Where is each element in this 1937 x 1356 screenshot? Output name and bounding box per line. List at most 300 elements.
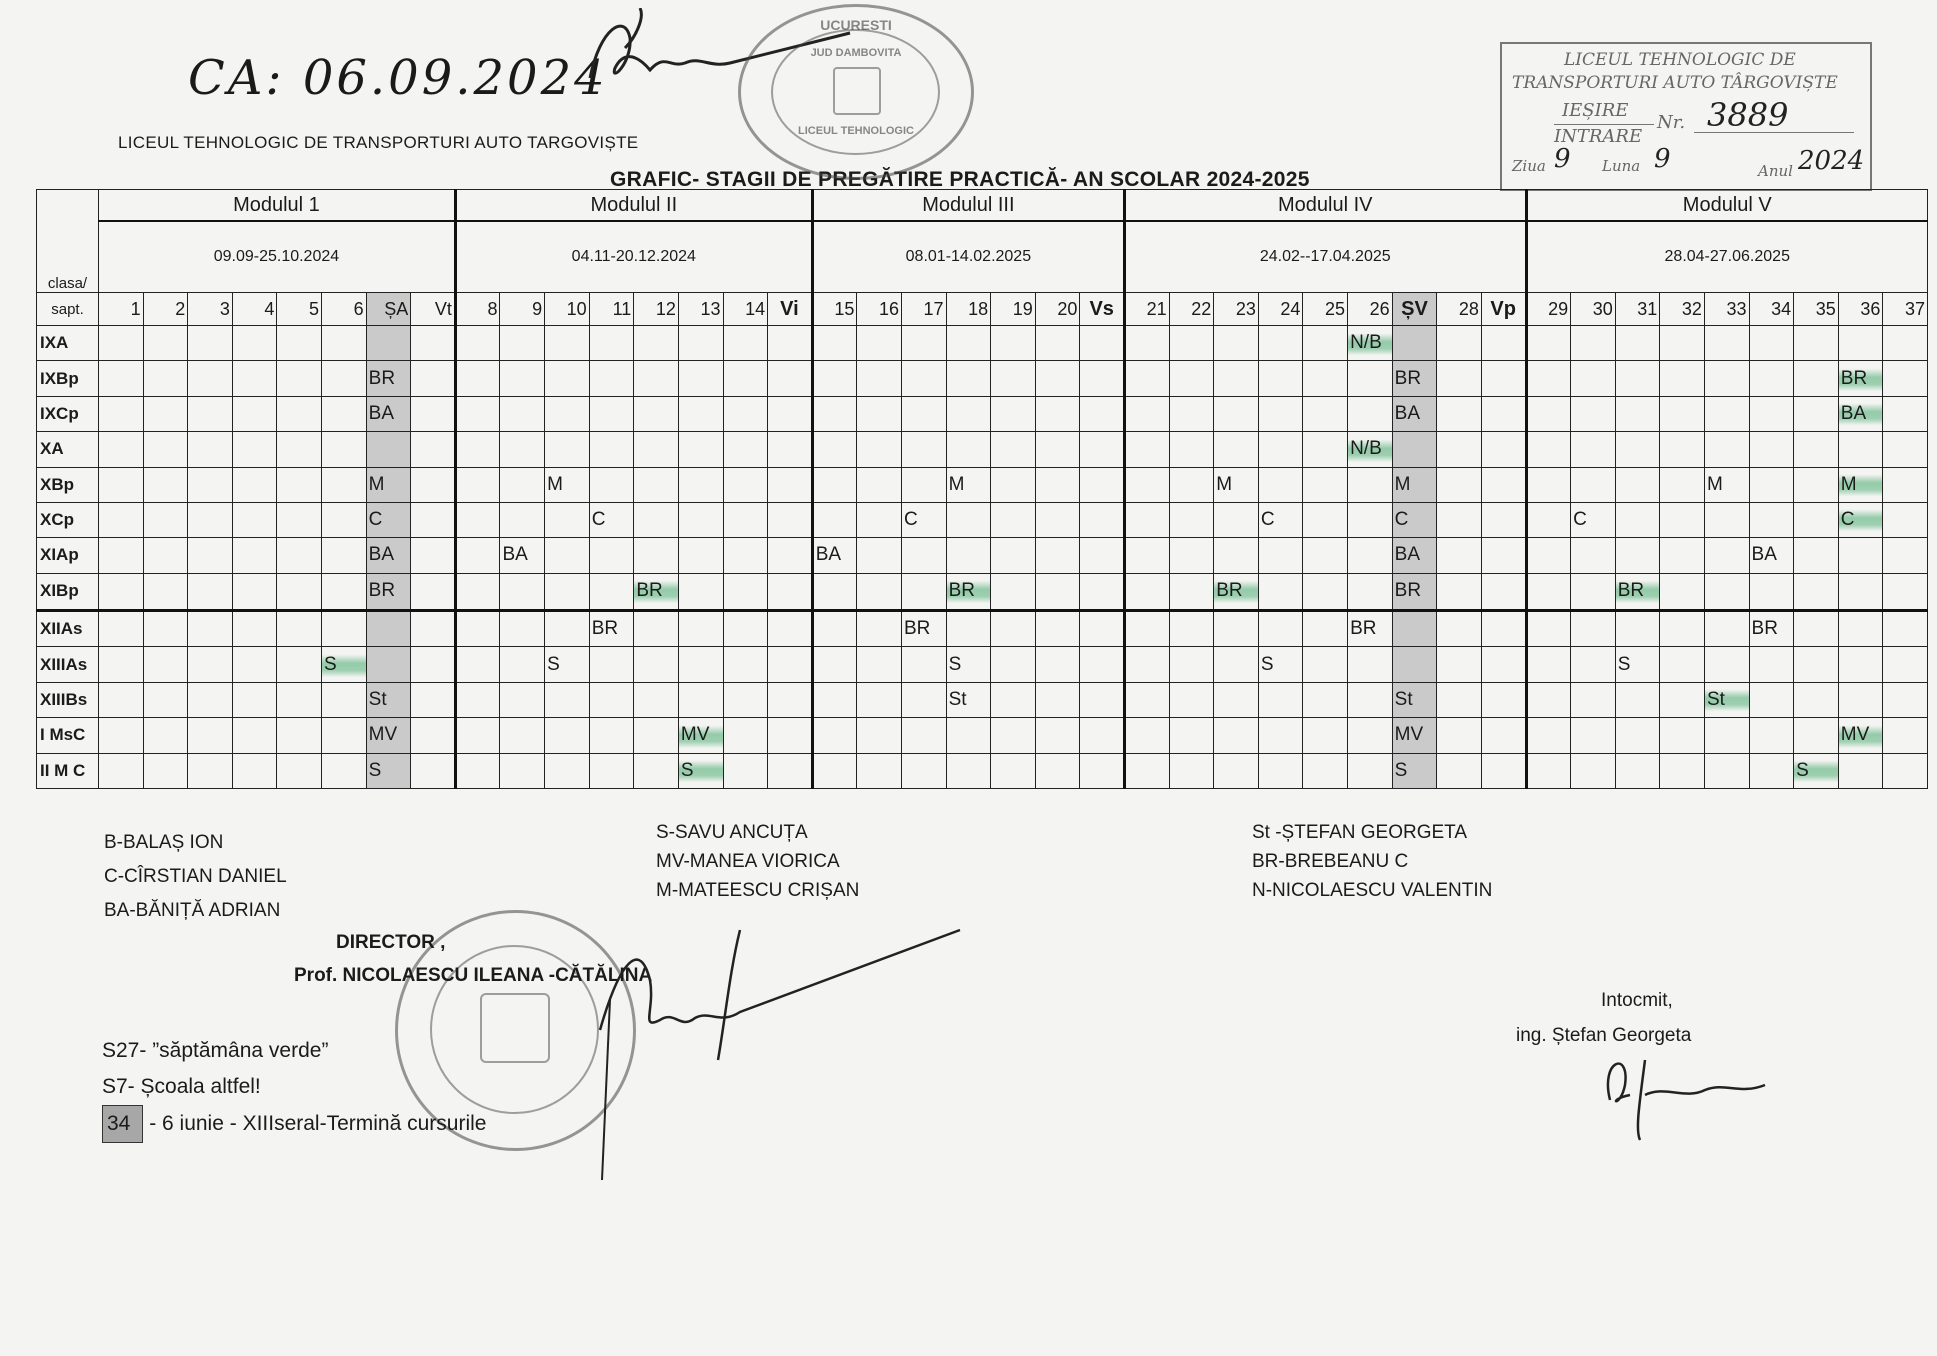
schedule-cell [589,432,634,467]
schedule-cell [99,502,144,537]
schedule-cell [322,502,367,537]
schedule-cell [1571,573,1616,610]
schedule-cell [545,538,590,573]
schedule-cell [500,502,545,537]
signature-director [580,900,980,1190]
class-name: XCp [37,502,99,537]
schedule-cell [678,682,723,717]
reg-anul-label: Anul [1758,162,1793,180]
schedule-cell [1704,647,1749,682]
schedule-cell [1035,326,1080,361]
schedule-cell [1615,467,1660,502]
schedule-cell [1437,361,1482,396]
schedule-cell [1258,610,1303,647]
note-evening-text: - 6 iunie - XIIIseral-Termină cursurile [143,1112,487,1135]
schedule-cell [723,326,768,361]
schedule-cell [1214,502,1259,537]
schedule-cell [812,326,857,361]
schedule-cell [1303,396,1348,431]
legend-item: BR-BREBEANU C [1252,851,1409,872]
schedule-cell [1437,326,1482,361]
schedule-cell [322,361,367,396]
schedule-cell [1481,682,1526,717]
schedule-cell [277,467,322,502]
schedule-cell [232,753,277,788]
schedule-cell [1526,538,1571,573]
legend-item: B-BALAȘ ION [104,832,224,853]
schedule-cell [232,326,277,361]
schedule-cell [991,538,1036,573]
schedule-cell [723,573,768,610]
schedule-cell [277,326,322,361]
schedule-cell [1749,647,1794,682]
week-number: 33 [1704,293,1749,326]
week-number: 34 [1749,293,1794,326]
schedule-cell [1035,718,1080,753]
schedule-cell [1571,432,1616,467]
schedule-cell [678,647,723,682]
schedule-cell [901,538,946,573]
schedule-cell [678,467,723,502]
schedule-cell [1660,502,1705,537]
schedule-cell [1258,326,1303,361]
schedule-cell: N/B [1348,326,1393,361]
schedule-cell [1883,326,1928,361]
schedule-cell [723,467,768,502]
schedule-cell [1481,467,1526,502]
week-number: 11 [589,293,634,326]
schedule-cell [545,573,590,610]
schedule-cell [1660,753,1705,788]
schedule-cell [1035,396,1080,431]
schedule-cell: MV [1392,718,1437,753]
schedule-cell [812,682,857,717]
schedule-cell [455,647,500,682]
schedule-cell [1481,538,1526,573]
prepared-name: ing. Ștefan Georgeta [1516,1025,1692,1046]
schedule-cell [143,682,188,717]
week-number: 18 [946,293,991,326]
schedule-cell [1437,610,1482,647]
week-number: 16 [857,293,902,326]
schedule-cell: St [1704,682,1749,717]
schedule-cell [634,502,679,537]
schedule-cell [901,432,946,467]
schedule-cell [1169,682,1214,717]
schedule-cell [411,396,456,431]
schedule-cell [857,647,902,682]
schedule-cell [1392,432,1437,467]
schedule-cell [1169,573,1214,610]
schedule-cell: BR [1214,573,1259,610]
schedule-cell [143,753,188,788]
schedule-cell [1169,502,1214,537]
schedule-cell [1169,326,1214,361]
legend-item: BA-BĂNIȚĂ ADRIAN [104,900,281,921]
schedule-cell [634,396,679,431]
school-name: LICEUL TEHNOLOGIC DE TRANSPORTURI AUTO TARGOVIȘTE [118,133,639,152]
week-number: Vt [411,293,456,326]
schedule-cell: BA [1838,396,1883,431]
schedule-cell: BA [500,538,545,573]
week-number: 20 [1035,293,1080,326]
schedule-cell [455,326,500,361]
schedule-cell [768,610,813,647]
week-number: 3 [188,293,233,326]
schedule-cell [991,647,1036,682]
schedule-cell [1526,682,1571,717]
schedule-cell: M [366,467,411,502]
schedule-cell [500,610,545,647]
schedule-cell [545,753,590,788]
schedule-cell [1080,647,1125,682]
schedule-cell [232,432,277,467]
schedule-cell [1214,682,1259,717]
schedule-cell [322,718,367,753]
week-number: ȘV [1392,293,1437,326]
schedule-cell [723,718,768,753]
schedule-cell [1571,718,1616,753]
schedule-cell [99,753,144,788]
schedule-cell [1838,647,1883,682]
schedule-cell [1258,753,1303,788]
schedule-cell: BA [366,396,411,431]
module-name: Modulul IV [1125,190,1526,222]
schedule-cell [1080,718,1125,753]
schedule-cell [768,467,813,502]
schedule-cell [857,610,902,647]
schedule-cell [901,682,946,717]
schedule-cell [188,502,233,537]
schedule-cell [1615,326,1660,361]
class-name: XIAp [37,538,99,573]
schedule-cell [991,682,1036,717]
table-row [37,753,1928,788]
class-name: I MsC [37,718,99,753]
week-number: 4 [232,293,277,326]
schedule-cell [1883,396,1928,431]
schedule-cell [99,396,144,431]
schedule-cell [634,432,679,467]
schedule-cell [1035,432,1080,467]
schedule-cell [143,467,188,502]
schedule-cell [812,467,857,502]
schedule-cell [1794,573,1839,610]
schedule-cell [1080,432,1125,467]
schedule-cell: S [322,647,367,682]
schedule-cell [455,432,500,467]
week-number: 12 [634,293,679,326]
schedule-cell [768,396,813,431]
schedule-cell [143,502,188,537]
schedule-cell [768,432,813,467]
schedule-cell [99,432,144,467]
schedule-cell [1348,753,1393,788]
schedule-cell [1838,538,1883,573]
schedule-cell [1258,682,1303,717]
legend-item: S-SAVU ANCUȚA [656,822,808,843]
week-number: 9 [500,293,545,326]
schedule-table [36,189,1928,789]
schedule-cell [322,753,367,788]
schedule-cell [1348,467,1393,502]
schedule-cell [768,326,813,361]
schedule-cell [946,502,991,537]
ca-handwritten-note: CA: 06.09.2024 [188,50,608,106]
schedule-cell [500,753,545,788]
schedule-cell [634,467,679,502]
schedule-cell [1794,538,1839,573]
schedule-cell [411,538,456,573]
schedule-cell [411,432,456,467]
schedule-cell [1883,573,1928,610]
schedule-cell [1481,396,1526,431]
schedule-cell [277,682,322,717]
note-green-week: S27- ”săptămâna verde” [102,1039,329,1062]
schedule-cell [723,502,768,537]
schedule-cell [500,573,545,610]
class-name: XA [37,432,99,467]
reg-nr-label: Nr. [1657,112,1686,133]
schedule-cell: BR [589,610,634,647]
schedule-cell [901,361,946,396]
schedule-cell [99,647,144,682]
schedule-cell [1303,682,1348,717]
schedule-cell [1080,502,1125,537]
schedule-cell [322,396,367,431]
schedule-cell [1749,361,1794,396]
schedule-cell: S [1615,647,1660,682]
schedule-cell [1169,753,1214,788]
schedule-cell [589,326,634,361]
week-number: 10 [545,293,590,326]
schedule-cell [232,467,277,502]
schedule-cell [1571,361,1616,396]
schedule-cell [455,361,500,396]
legend-item: N-NICOLAESCU VALENTIN [1252,880,1493,901]
schedule-cell [1035,573,1080,610]
schedule-cell [634,682,679,717]
schedule-cell [277,538,322,573]
schedule-cell: S [1794,753,1839,788]
schedule-cell [277,610,322,647]
schedule-cell [901,647,946,682]
schedule-cell: MV [366,718,411,753]
schedule-cell [946,718,991,753]
reg-line1: LICEUL TEHNOLOGIC DE [1564,50,1796,70]
schedule-cell [589,718,634,753]
schedule-cell [1348,361,1393,396]
schedule-cell [411,502,456,537]
schedule-cell [1080,573,1125,610]
schedule-cell [1794,502,1839,537]
schedule-cell [812,753,857,788]
class-name: IXCp [37,396,99,431]
schedule-cell [188,753,233,788]
schedule-cell [1437,396,1482,431]
schedule-cell [99,718,144,753]
schedule-cell [1125,467,1170,502]
schedule-cell [1348,718,1393,753]
schedule-cell [545,326,590,361]
schedule-cell [589,467,634,502]
schedule-cell [232,610,277,647]
schedule-cell [1080,326,1125,361]
clasa-label: clasa/ [47,275,88,292]
schedule-cell [857,682,902,717]
schedule-cell [1437,682,1482,717]
schedule-cell [143,432,188,467]
schedule-cell [1214,610,1259,647]
schedule-cell [1571,753,1616,788]
schedule-cell [455,610,500,647]
schedule-cell: BR [366,573,411,610]
schedule-cell [768,682,813,717]
schedule-cell [1883,432,1928,467]
schedule-cell [1169,610,1214,647]
schedule-cell [277,573,322,610]
schedule-cell [1883,753,1928,788]
schedule-cell: BR [1348,610,1393,647]
schedule-cell [812,502,857,537]
schedule-cell [232,538,277,573]
schedule-cell [1749,326,1794,361]
schedule-cell: S [1258,647,1303,682]
schedule-cell [143,361,188,396]
schedule-cell [1080,682,1125,717]
schedule-cell [1214,718,1259,753]
document-title: GRAFIC- STAGII DE PREGĂTIRE PRACTICĂ- AN SCOLAR 2024-2025 [610,168,1310,191]
schedule-cell [188,573,233,610]
schedule-cell [1749,573,1794,610]
schedule-cell [411,718,456,753]
schedule-cell: BR [946,573,991,610]
class-name: II M C [37,753,99,788]
schedule-cell [1348,573,1393,610]
schedule-cell [768,361,813,396]
table-row [37,326,1928,361]
schedule-cell [1080,610,1125,647]
schedule-cell [634,610,679,647]
schedule-cell [1838,682,1883,717]
class-name: XIIIBs [37,682,99,717]
schedule-cell [1125,573,1170,610]
schedule-cell [1125,682,1170,717]
schedule-cell [634,647,679,682]
schedule-cell [678,396,723,431]
schedule-cell [1125,538,1170,573]
schedule-cell [1035,502,1080,537]
table-row [37,432,1928,467]
schedule-cell [1392,610,1437,647]
week-number: 2 [143,293,188,326]
schedule-cell [1794,718,1839,753]
schedule-cell [723,682,768,717]
schedule-cell [1660,326,1705,361]
schedule-cell [1125,753,1170,788]
schedule-cell [812,573,857,610]
week-number: 32 [1660,293,1705,326]
schedule-cell [411,326,456,361]
schedule-cell [1437,432,1482,467]
schedule-cell [857,573,902,610]
schedule-cell [500,432,545,467]
schedule-cell [1348,396,1393,431]
schedule-cell [1883,610,1928,647]
schedule-cell [1571,647,1616,682]
schedule-cell [143,647,188,682]
schedule-cell [678,573,723,610]
week-number: Vp [1481,293,1526,326]
schedule-cell: St [1392,682,1437,717]
schedule-cell [500,361,545,396]
schedule-cell: BA [1749,538,1794,573]
schedule-cell [857,361,902,396]
schedule-cell: BR [1392,573,1437,610]
schedule-cell [188,682,233,717]
schedule-cell [188,647,233,682]
schedule-cell [1214,647,1259,682]
schedule-cell [1080,396,1125,431]
schedule-cell [1125,396,1170,431]
schedule-cell [1080,538,1125,573]
schedule-cell [1214,361,1259,396]
schedule-cell [1303,467,1348,502]
schedule-cell [545,610,590,647]
schedule-cell [500,718,545,753]
schedule-cell [1035,682,1080,717]
week-number: 26 [1348,293,1393,326]
schedule-cell [1526,502,1571,537]
table-row [37,718,1928,753]
schedule-cell [1838,432,1883,467]
schedule-cell [545,396,590,431]
schedule-cell [232,396,277,431]
week-number: 28 [1437,293,1482,326]
schedule-cell: BR [1749,610,1794,647]
schedule-cell [946,432,991,467]
schedule-cell [545,718,590,753]
schedule-cell: M [1214,467,1259,502]
schedule-cell [723,753,768,788]
schedule-cell [1035,753,1080,788]
schedule-cell [411,467,456,502]
schedule-cell: BA [1392,538,1437,573]
schedule-cell [99,610,144,647]
schedule-cell [1660,647,1705,682]
schedule-cell [500,467,545,502]
schedule-cell [99,467,144,502]
schedule-cell [1437,647,1482,682]
schedule-cell: C [366,502,411,537]
week-number: ȘA [366,293,411,326]
schedule-cell [723,396,768,431]
module-dates: 28.04-27.06.2025 [1526,221,1928,293]
schedule-cell [1883,682,1928,717]
schedule-cell [1258,432,1303,467]
schedule-cell [857,718,902,753]
schedule-cell [634,361,679,396]
reg-ziua-value: 9 [1554,144,1571,174]
legend-column-3 [1252,818,1492,905]
week-number: 15 [812,293,857,326]
schedule-cell: BR [901,610,946,647]
schedule-cell [589,753,634,788]
schedule-cell [455,538,500,573]
schedule-cell [1258,538,1303,573]
schedule-cell [366,647,411,682]
schedule-cell [589,647,634,682]
